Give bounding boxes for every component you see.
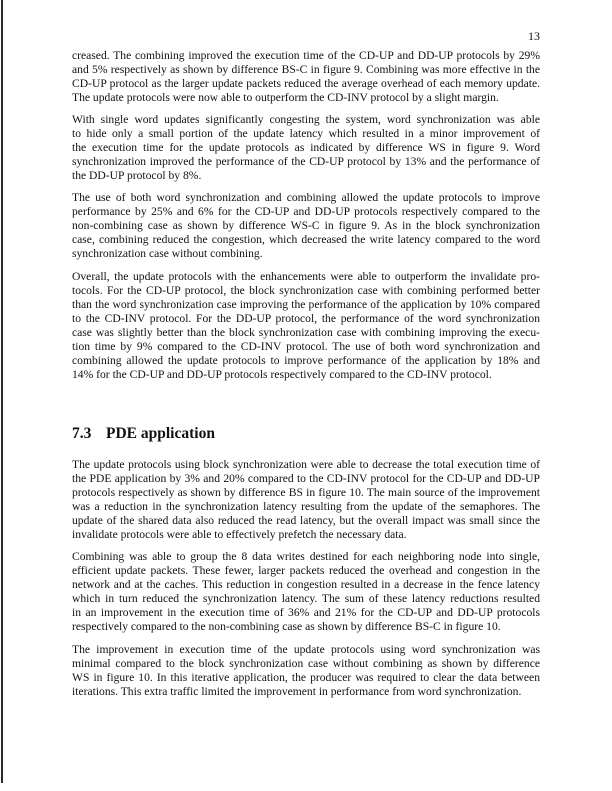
text-line: the DD-UP protocol by 8%.	[72, 169, 202, 182]
text-line: respectively compared to the non-combining case as shown by difference BS-C in figure 10.	[72, 620, 501, 633]
text-line: non-combining case as shown by difference WS-C in figure 9. As in the block synchronization	[72, 219, 540, 232]
text-line: the execution time for the update protocols as indicated by difference WS in figure 9. Word	[72, 141, 540, 154]
text-line: WS in figure 10. In this iterative application, the producer was required to clear the data between	[72, 671, 540, 684]
text-line: Overall, the update protocols with the enhancements were able to outperform the invalidate pro-	[72, 270, 540, 283]
text-line: creased. The combining improved the execution time of the CD-UP and DD-UP protocols by 29%	[72, 49, 540, 62]
text-line: The use of both word synchronization and combining allowed the update protocols to improve	[72, 191, 540, 204]
text-line: which in turn reduced the synchronization latency. The sum of these latency reductions resulted	[72, 592, 540, 605]
paragraph-word-sync	[72, 113, 540, 183]
text-line: synchronization case without combining.	[72, 247, 263, 260]
text-line: With single word updates significantly congesting the system, word synchronization was able	[72, 113, 540, 126]
paragraph-combining-results	[72, 49, 540, 105]
text-line: Combining was able to group the 8 data writes destined for each neighboring node into single,	[72, 550, 540, 563]
paragraph-pde-word-sync	[72, 643, 540, 699]
text-line: update of the shared data also reduced the read latency, but the overall impact was small since the	[72, 514, 540, 527]
text-line: synchronization improved the performance of the CD-UP protocol by 13% and the performance of	[72, 155, 540, 168]
paragraph-pde-combining	[72, 550, 540, 634]
text-line: in an improvement in the execution time of 36% and 21% for the CD-UP and DD-UP protocols	[72, 606, 540, 619]
paragraph-overall	[72, 270, 540, 382]
text-line: the PDE application by 3% and 20% compared to the CD-INV protocol for the CD-UP and DD-UP	[72, 472, 540, 485]
text-line: invalidate protocols were able to effectively prefetch the necessary data.	[72, 528, 407, 541]
text-line: CD-UP protocol as the larger update packets reduced the average overhead of each memory update.	[72, 77, 540, 90]
section-heading	[72, 425, 215, 443]
text-line: protocols respectively as shown by difference BS in figure 10. The main source of the improvement	[72, 486, 540, 499]
scan-edge-rule	[1, 0, 3, 783]
paragraph-word-sync-combining	[72, 191, 540, 261]
text-line: The improvement in execution time of the update protocols using word synchronization was	[72, 643, 540, 656]
page-number: 13	[528, 29, 540, 43]
text-line: tocols. For the CD-UP protocol, the block synchronization case with combining performed better	[72, 284, 540, 297]
text-line: was a reduction in the synchronization latency resulting from the update of the semaphores. The	[72, 500, 540, 513]
text-line: minimal compared to the block synchronization case without combining as shown by difference	[72, 657, 540, 670]
text-line: to hide only a small portion of the update latency which resulted in a minor improvement of	[72, 127, 540, 140]
text-line: case was slightly better than the block synchronization case with combining improving the execu-	[72, 326, 540, 339]
section-number: 7.3	[72, 425, 92, 442]
text-line: iterations. This extra traffic limited the improvement in performance from word synchronization.	[72, 685, 522, 698]
text-line: The update protocols using block synchronization were able to decrease the total execution time of	[72, 458, 540, 471]
text-line: and 5% respectively as shown by difference BS-C in figure 9. Combining was more effective in the	[72, 63, 540, 76]
text-line: efficient update packets. These fewer, larger packets reduced the overhead and congestion in the	[72, 564, 540, 577]
text-line: case, combining reduced the congestion, which decreased the write latency compared to the word	[72, 233, 540, 246]
text-line: combining allowed the update protocols to improve performance of the application by 18% and	[72, 354, 540, 367]
text-line: 14% for the CD-UP and DD-UP protocols respectively compared to the CD-INV protocol.	[72, 368, 492, 381]
text-line: network and at the caches. This reduction in congestion resulted in a decrease in the fence latency	[72, 578, 540, 591]
section-title: PDE application	[106, 425, 215, 442]
text-line: than the word synchronization case improving the performance of the application by 10% compared	[72, 298, 540, 311]
paragraph-pde-block-sync	[72, 458, 540, 542]
text-line: to the CD-INV protocol. For the DD-UP protocol, the performance of the word synchronization	[72, 312, 540, 325]
text-line: The update protocols were now able to outperform the CD-INV protocol by a slight margin.	[72, 91, 499, 104]
text-line: tion time by 9% compared to the CD-INV protocol. The use of both word synchronization and	[72, 340, 540, 353]
text-line: performance by 25% and 6% for the CD-UP and DD-UP protocols respectively compared to the	[72, 205, 540, 218]
